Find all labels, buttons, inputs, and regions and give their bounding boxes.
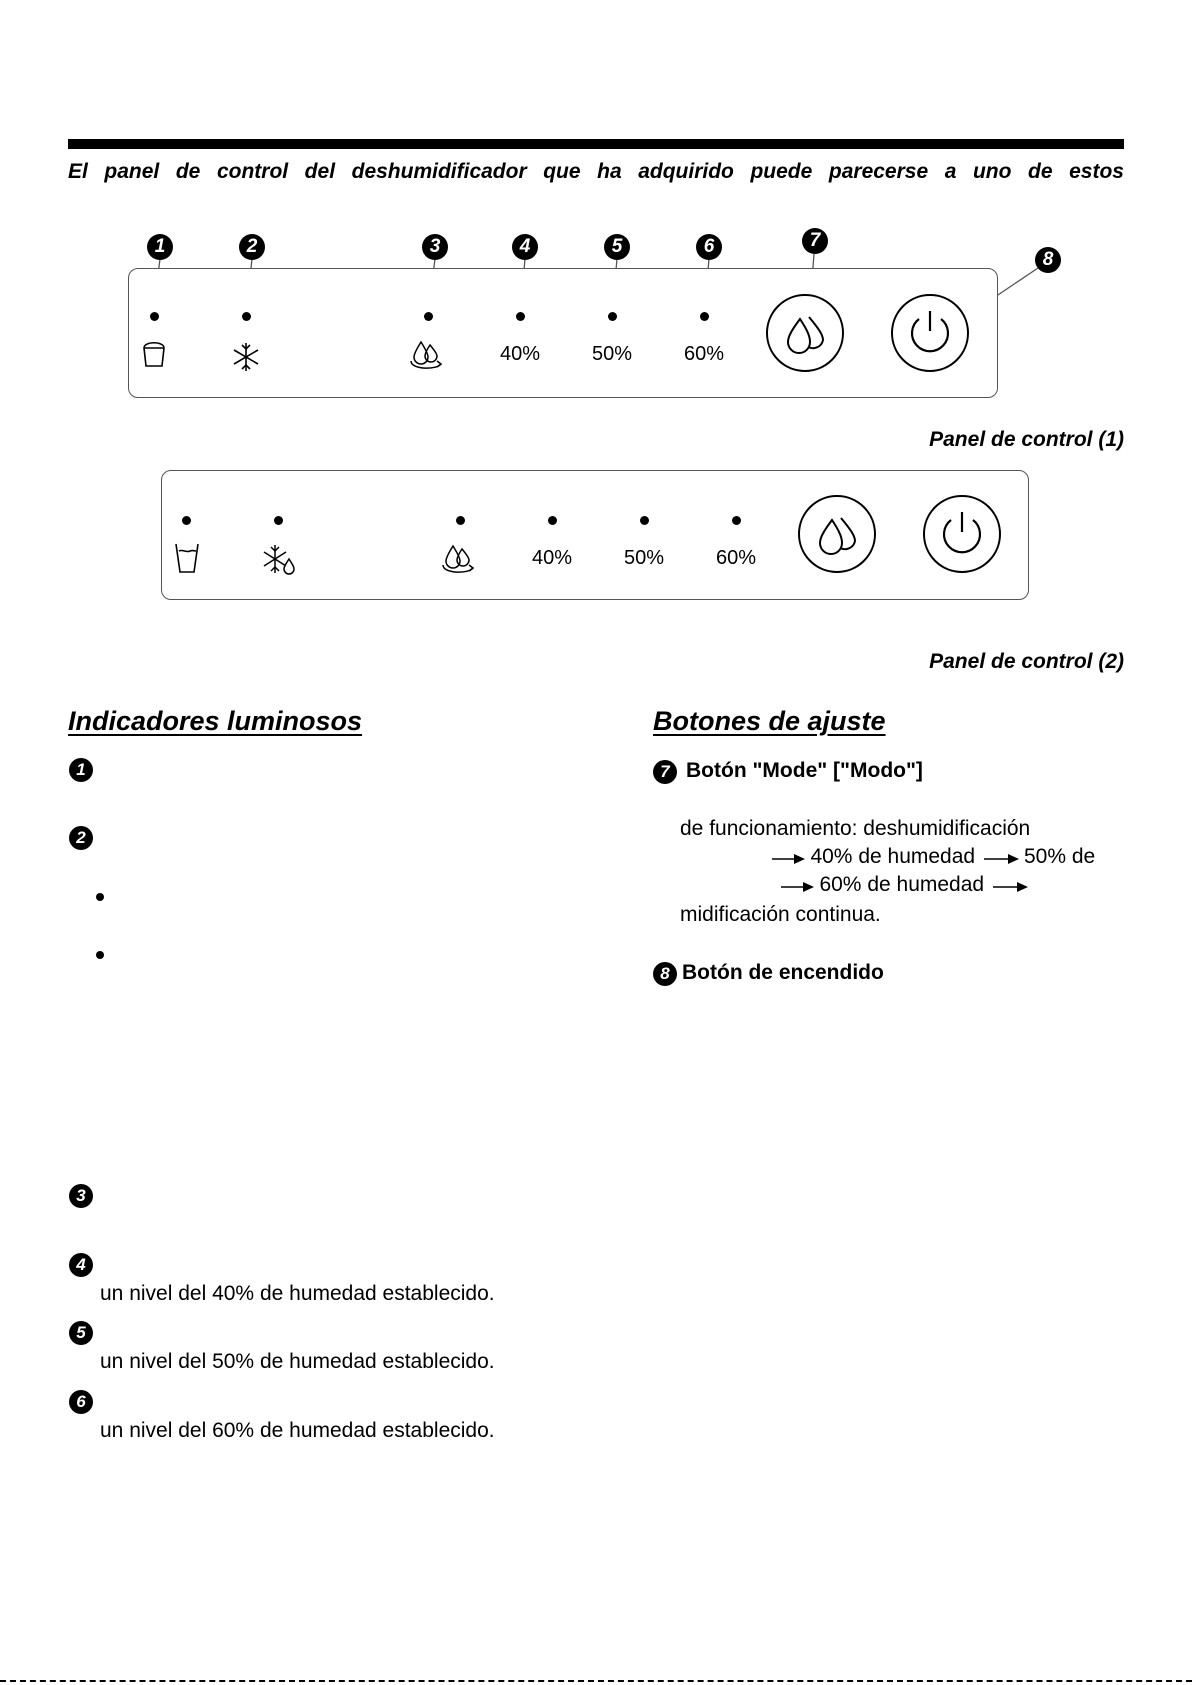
callout-4: 4 [512,234,538,260]
mode-button-2[interactable] [798,495,876,573]
power-heading: Botón de encendido [682,961,884,984]
power-button[interactable] [891,294,969,372]
callout-8: 8 [1035,247,1061,273]
indicator-6-text: un nivel del 60% de humedad establecido. [100,1419,495,1442]
mode-line-3: 60% de humedad [781,873,1029,897]
callout-3: 3 [422,234,448,260]
bullet-2 [96,951,104,959]
led-defrost [242,312,251,321]
indicator-marker-2: 2 [69,826,93,850]
page-bottom-border [0,1680,1192,1682]
led-continuous [424,312,433,321]
indicator-marker-4: 4 [69,1253,93,1277]
led-40-2 [548,516,557,525]
mode-marker: 7 [653,760,677,784]
indicator-marker-6: 6 [69,1390,93,1414]
drops-continuous-icon [407,337,447,373]
led-60-2 [732,516,741,525]
arrow-right-icon [772,853,806,865]
led-continuous-2 [456,516,465,525]
arrow-right-icon [989,881,1029,893]
bullet-1 [96,893,104,901]
panel1-caption: Panel de control (1) [929,428,1124,451]
label-50-2: 50% [623,547,665,569]
arrow-right-icon [980,853,1020,865]
label-40: 40% [499,343,541,365]
snowflake-icon [230,341,262,373]
label-60-2: 60% [715,547,757,569]
control-panel-2 [161,470,1029,600]
led-tank [182,516,191,525]
label-50: 50% [591,343,633,365]
drops-continuous-icon [439,541,479,577]
power-icon [902,305,958,361]
mode-heading: Botón "Mode" ["Modo"] [686,759,923,782]
intro-text: El panel de control del deshumidificador que ha adquirido puede parecerse a uno de estos [68,160,1124,183]
indicator-4-text: un nivel del 40% de humedad establecido. [100,1282,495,1305]
led-60 [700,312,709,321]
indicator-5-text: un nivel del 50% de humedad establecido. [100,1350,495,1373]
mode-line-1: de funcionamiento: deshumidificación [680,817,1031,840]
arrow-right-icon [781,881,815,893]
indicator-marker-3: 3 [69,1184,93,1208]
mode-button[interactable] [766,294,844,372]
callout-1: 1 [147,234,173,260]
callout-2: 2 [239,234,265,260]
indicator-marker-1: 1 [69,758,93,782]
led-40 [516,312,525,321]
mode-line-4: midificación continua. [680,903,881,926]
bucket-icon [141,339,167,369]
control-panel-1 [128,268,998,398]
callout-6: 6 [696,234,722,260]
callout-7: 7 [802,228,828,254]
buttons-title: Botones de ajuste [653,706,886,736]
power-button-2[interactable] [923,495,1001,573]
led-defrost-2 [274,516,283,525]
label-60: 60% [683,343,725,365]
panel2-caption: Panel de control (2) [929,650,1124,673]
snowflake-drop-icon [261,543,297,577]
led-bucket-full [150,312,159,321]
led-50 [608,312,617,321]
water-tank-icon [173,541,201,575]
power-icon [934,506,990,562]
drops-icon [813,510,861,558]
indicator-marker-5: 5 [69,1321,93,1345]
power-marker: 8 [653,962,677,986]
label-40-2: 40% [531,547,573,569]
mode-line-2: 40% de humedad 50% de [772,845,1095,869]
led-50-2 [640,516,649,525]
indicators-title: Indicadores luminosos [68,706,363,736]
callout-5: 5 [604,234,630,260]
drops-icon [781,309,829,357]
